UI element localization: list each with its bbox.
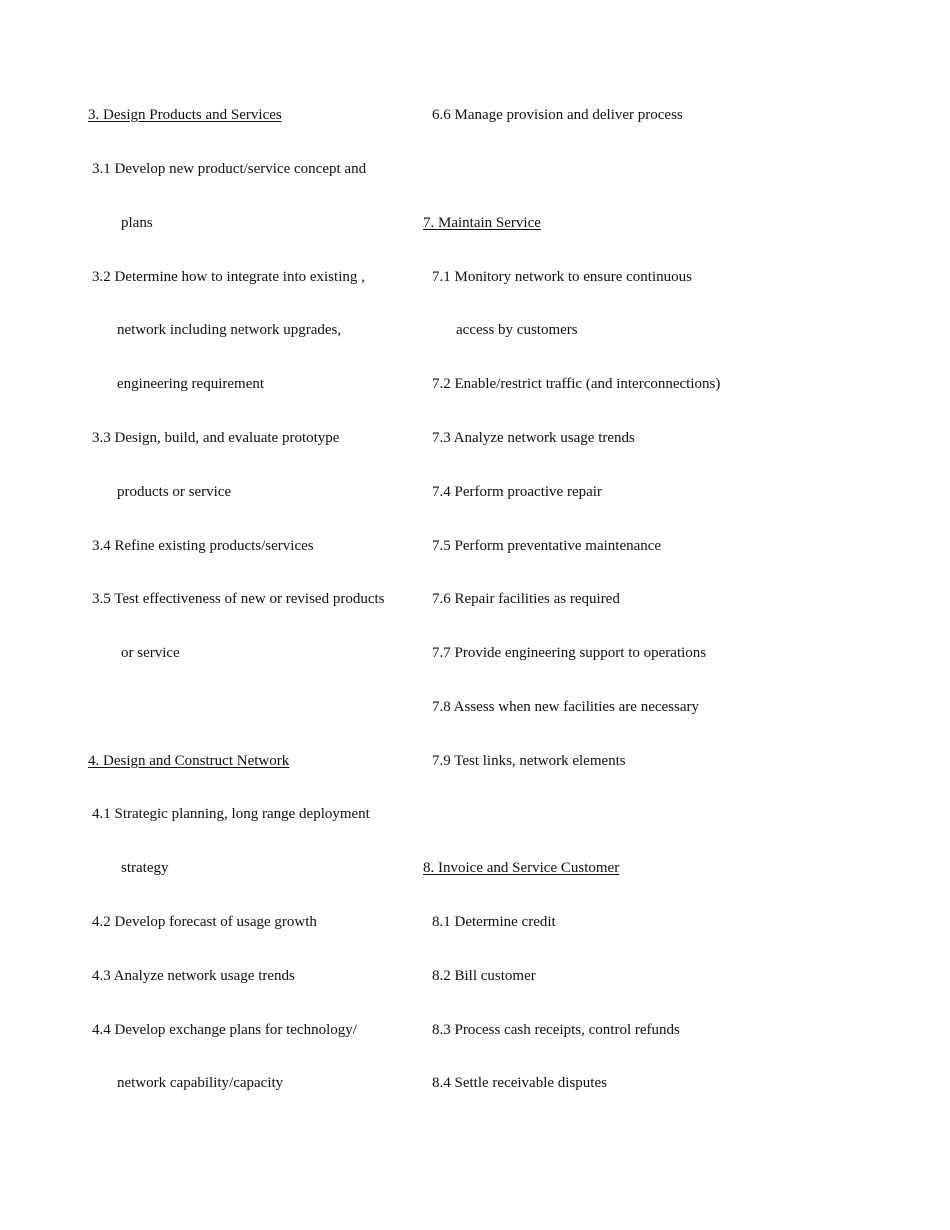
section-4-1-line-1: 4.1 Strategic planning, long range deployment [92,806,370,822]
section-4-4-line-1: 4.4 Develop exchange plans for technology/ [92,1022,357,1038]
section-8-1-line-1: 8.1 Determine credit [432,914,556,930]
section-3-1-line-1: 3.1 Develop new product/service concept and [92,161,367,177]
section-3-2-line-2: network including network upgrades, [117,322,342,338]
section-4-3-line-1: 4.3 Analyze network usage trends [92,968,295,984]
section-3-1-line-2: plans [121,215,153,231]
section-7-3-line-1: 7.3 Analyze network usage trends [432,430,635,446]
section-7-6-line-1: 7.6 Repair facilities as required [432,591,620,607]
section-3-3-line-1: 3.3 Design, build, and evaluate prototype [92,430,340,446]
section-7-1-line-1: 7.1 Monitory network to ensure continuous [432,269,692,285]
section-3-3-line-2: products or service [117,484,232,500]
section-8-3-line-1: 8.3 Process cash receipts, control refunds [432,1022,680,1038]
section-7-8-line-1: 7.8 Assess when new facilities are necessary [432,699,699,715]
section-8-2-line-1: 8.2 Bill customer [432,968,536,984]
section-4-heading: 4. Design and Construct Network [88,753,290,769]
section-7-1-line-2: access by customers [456,322,578,338]
section-8-4-line-1: 8.4 Settle receivable disputes [432,1075,607,1091]
section-3-4-line-1: 3.4 Refine existing products/services [92,538,314,554]
section-4-4-line-2: network capability/capacity [117,1075,284,1091]
section-3-2-line-1: 3.2 Determine how to integrate into existing , [92,269,365,285]
section-6-6-line-1: 6.6 Manage provision and deliver process [432,107,683,123]
section-3-5-line-2: or service [121,645,180,661]
section-7-2-line-1: 7.2 Enable/restrict traffic (and interconnections) [432,376,721,392]
section-4-2-line-1: 4.2 Develop forecast of usage growth [92,914,317,930]
section-3-5-line-1: 3.5 Test effectiveness of new or revised products [92,591,385,607]
section-7-4-line-1: 7.4 Perform proactive repair [432,484,602,500]
section-3-2-line-3: engineering requirement [117,376,265,392]
section-8-heading: 8. Invoice and Service Customer [423,860,620,876]
section-7-5-line-1: 7.5 Perform preventative maintenance [432,538,662,554]
section-3-heading: 3. Design Products and Services [88,107,282,123]
section-4-1-line-2: strategy [121,860,169,876]
section-7-heading: 7. Maintain Service [423,215,541,231]
section-7-7-line-1: 7.7 Provide engineering support to operations [432,645,707,661]
section-7-9-line-1: 7.9 Test links, network elements [432,753,626,769]
